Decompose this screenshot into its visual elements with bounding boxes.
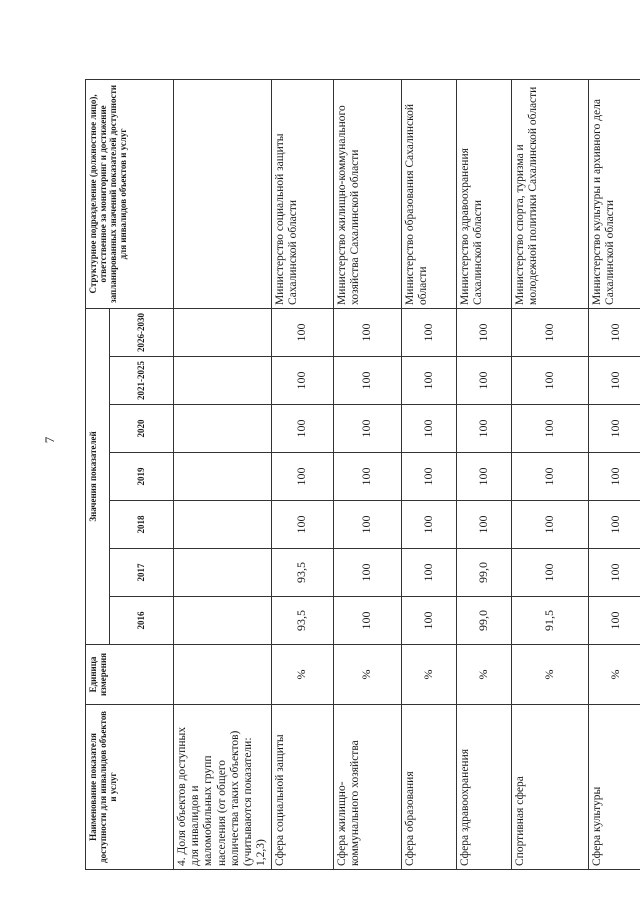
- section-row-value: [174, 405, 272, 453]
- table-row: [511, 79, 588, 869]
- row-value: 100: [271, 357, 333, 405]
- row-responsible: Министерство жилищно-коммунального хозяйства Сахалинской области: [333, 79, 401, 308]
- header-values: Значения показателей: [86, 308, 110, 644]
- row-value: 100: [456, 501, 511, 549]
- row-value: 100: [333, 597, 401, 645]
- rotated-table-container: [85, 80, 622, 870]
- row-value: 100: [588, 405, 640, 453]
- section-row-value: [174, 501, 272, 549]
- row-responsible: Министерство социальной защиты Сахалинской области: [271, 79, 333, 308]
- row-value: 100: [511, 357, 588, 405]
- header-year: 2016: [110, 597, 174, 645]
- row-value: 100: [401, 501, 456, 549]
- row-value: 100: [511, 308, 588, 356]
- row-value: 100: [333, 308, 401, 356]
- row-value: 100: [333, 405, 401, 453]
- row-value: 100: [271, 308, 333, 356]
- row-indicator-name: Сфера культуры: [588, 705, 640, 870]
- row-value: 100: [401, 405, 456, 453]
- row-indicator-name: Сфера социальной защиты: [271, 705, 333, 870]
- row-value: 100: [456, 453, 511, 501]
- table-row: [588, 79, 640, 869]
- header-unit: Единица измерения: [86, 645, 174, 705]
- section-row-unit: [174, 645, 272, 705]
- header-year: 2018: [110, 501, 174, 549]
- row-value: 100: [401, 549, 456, 597]
- row-value: 100: [333, 357, 401, 405]
- row-unit: %: [333, 645, 401, 705]
- header-indicator-name: Наименование показателя доступности для инвалидов объектов и услуг: [86, 705, 174, 870]
- section-row-value: [174, 549, 272, 597]
- row-value: 99,0: [456, 597, 511, 645]
- table-row: [401, 79, 456, 869]
- section-row-value: [174, 308, 272, 356]
- row-value: 100: [271, 405, 333, 453]
- table-row: [271, 79, 333, 869]
- row-unit: %: [401, 645, 456, 705]
- row-responsible: Министерство здравоохранения Сахалинской области: [456, 79, 511, 308]
- section-row-value: [174, 357, 272, 405]
- row-value: 100: [401, 453, 456, 501]
- row-value: 100: [333, 549, 401, 597]
- header-year: 2026-2030: [110, 308, 174, 356]
- section-row-value: [174, 597, 272, 645]
- row-value: 93,5: [271, 549, 333, 597]
- row-unit: %: [271, 645, 333, 705]
- row-responsible: Министерство культуры и архивного дела Сахалинской области: [588, 79, 640, 308]
- row-indicator-name: Сфера жилищно-коммунального хозяйства: [333, 705, 401, 870]
- row-indicator-name: Сфера образования: [401, 705, 456, 870]
- row-value: 100: [511, 549, 588, 597]
- page-number: 7: [42, 436, 57, 444]
- row-responsible: Министерство образования Сахалинской области: [401, 79, 456, 308]
- row-value: 100: [511, 405, 588, 453]
- row-value: 100: [588, 549, 640, 597]
- accessibility-indicators-table: [85, 79, 640, 870]
- row-value: 100: [588, 501, 640, 549]
- section-row: [174, 79, 272, 869]
- row-responsible: Министерство спорта, туризма и молодежной политики Сахалинской области: [511, 79, 588, 308]
- row-value: 93,5: [271, 597, 333, 645]
- row-value: 100: [401, 357, 456, 405]
- header-year: 2017: [110, 549, 174, 597]
- row-value: 100: [588, 453, 640, 501]
- row-value: 100: [401, 308, 456, 356]
- section-row-value: [174, 453, 272, 501]
- row-value: 100: [588, 357, 640, 405]
- row-value: 100: [456, 308, 511, 356]
- row-value: 100: [333, 453, 401, 501]
- row-value: 100: [271, 453, 333, 501]
- table-row: [456, 79, 511, 869]
- row-value: 100: [588, 308, 640, 356]
- row-value: 100: [456, 357, 511, 405]
- section-row-responsible: [174, 79, 272, 308]
- header-year: 2019: [110, 453, 174, 501]
- row-value: 100: [401, 597, 456, 645]
- row-unit: %: [456, 645, 511, 705]
- row-value: 100: [456, 405, 511, 453]
- table-row: [333, 79, 401, 869]
- row-indicator-name: Спортивная сфера: [511, 705, 588, 870]
- row-value: 99,0: [456, 549, 511, 597]
- row-value: 100: [588, 597, 640, 645]
- row-value: 100: [511, 453, 588, 501]
- row-indicator-name: Сфера здравоохранения: [456, 705, 511, 870]
- row-value: 100: [271, 501, 333, 549]
- row-unit: %: [588, 645, 640, 705]
- header-responsible: Структурное подразделение (должностное лицо), ответственное за мониторинг и достижение запланированных значений показателей доступности для инвалидов объектов и услуг: [86, 79, 174, 308]
- row-value: 100: [333, 501, 401, 549]
- header-year: 2021-2025: [110, 357, 174, 405]
- section-row-name: 4. Доля объектов доступных для инвалидов и маломобильных групп населения (от общего количества таких объектов) (учитываются показатели: 1,2,3): [174, 705, 272, 870]
- row-unit: %: [511, 645, 588, 705]
- row-value: 100: [511, 501, 588, 549]
- row-value: 91,5: [511, 597, 588, 645]
- header-year: 2020: [110, 405, 174, 453]
